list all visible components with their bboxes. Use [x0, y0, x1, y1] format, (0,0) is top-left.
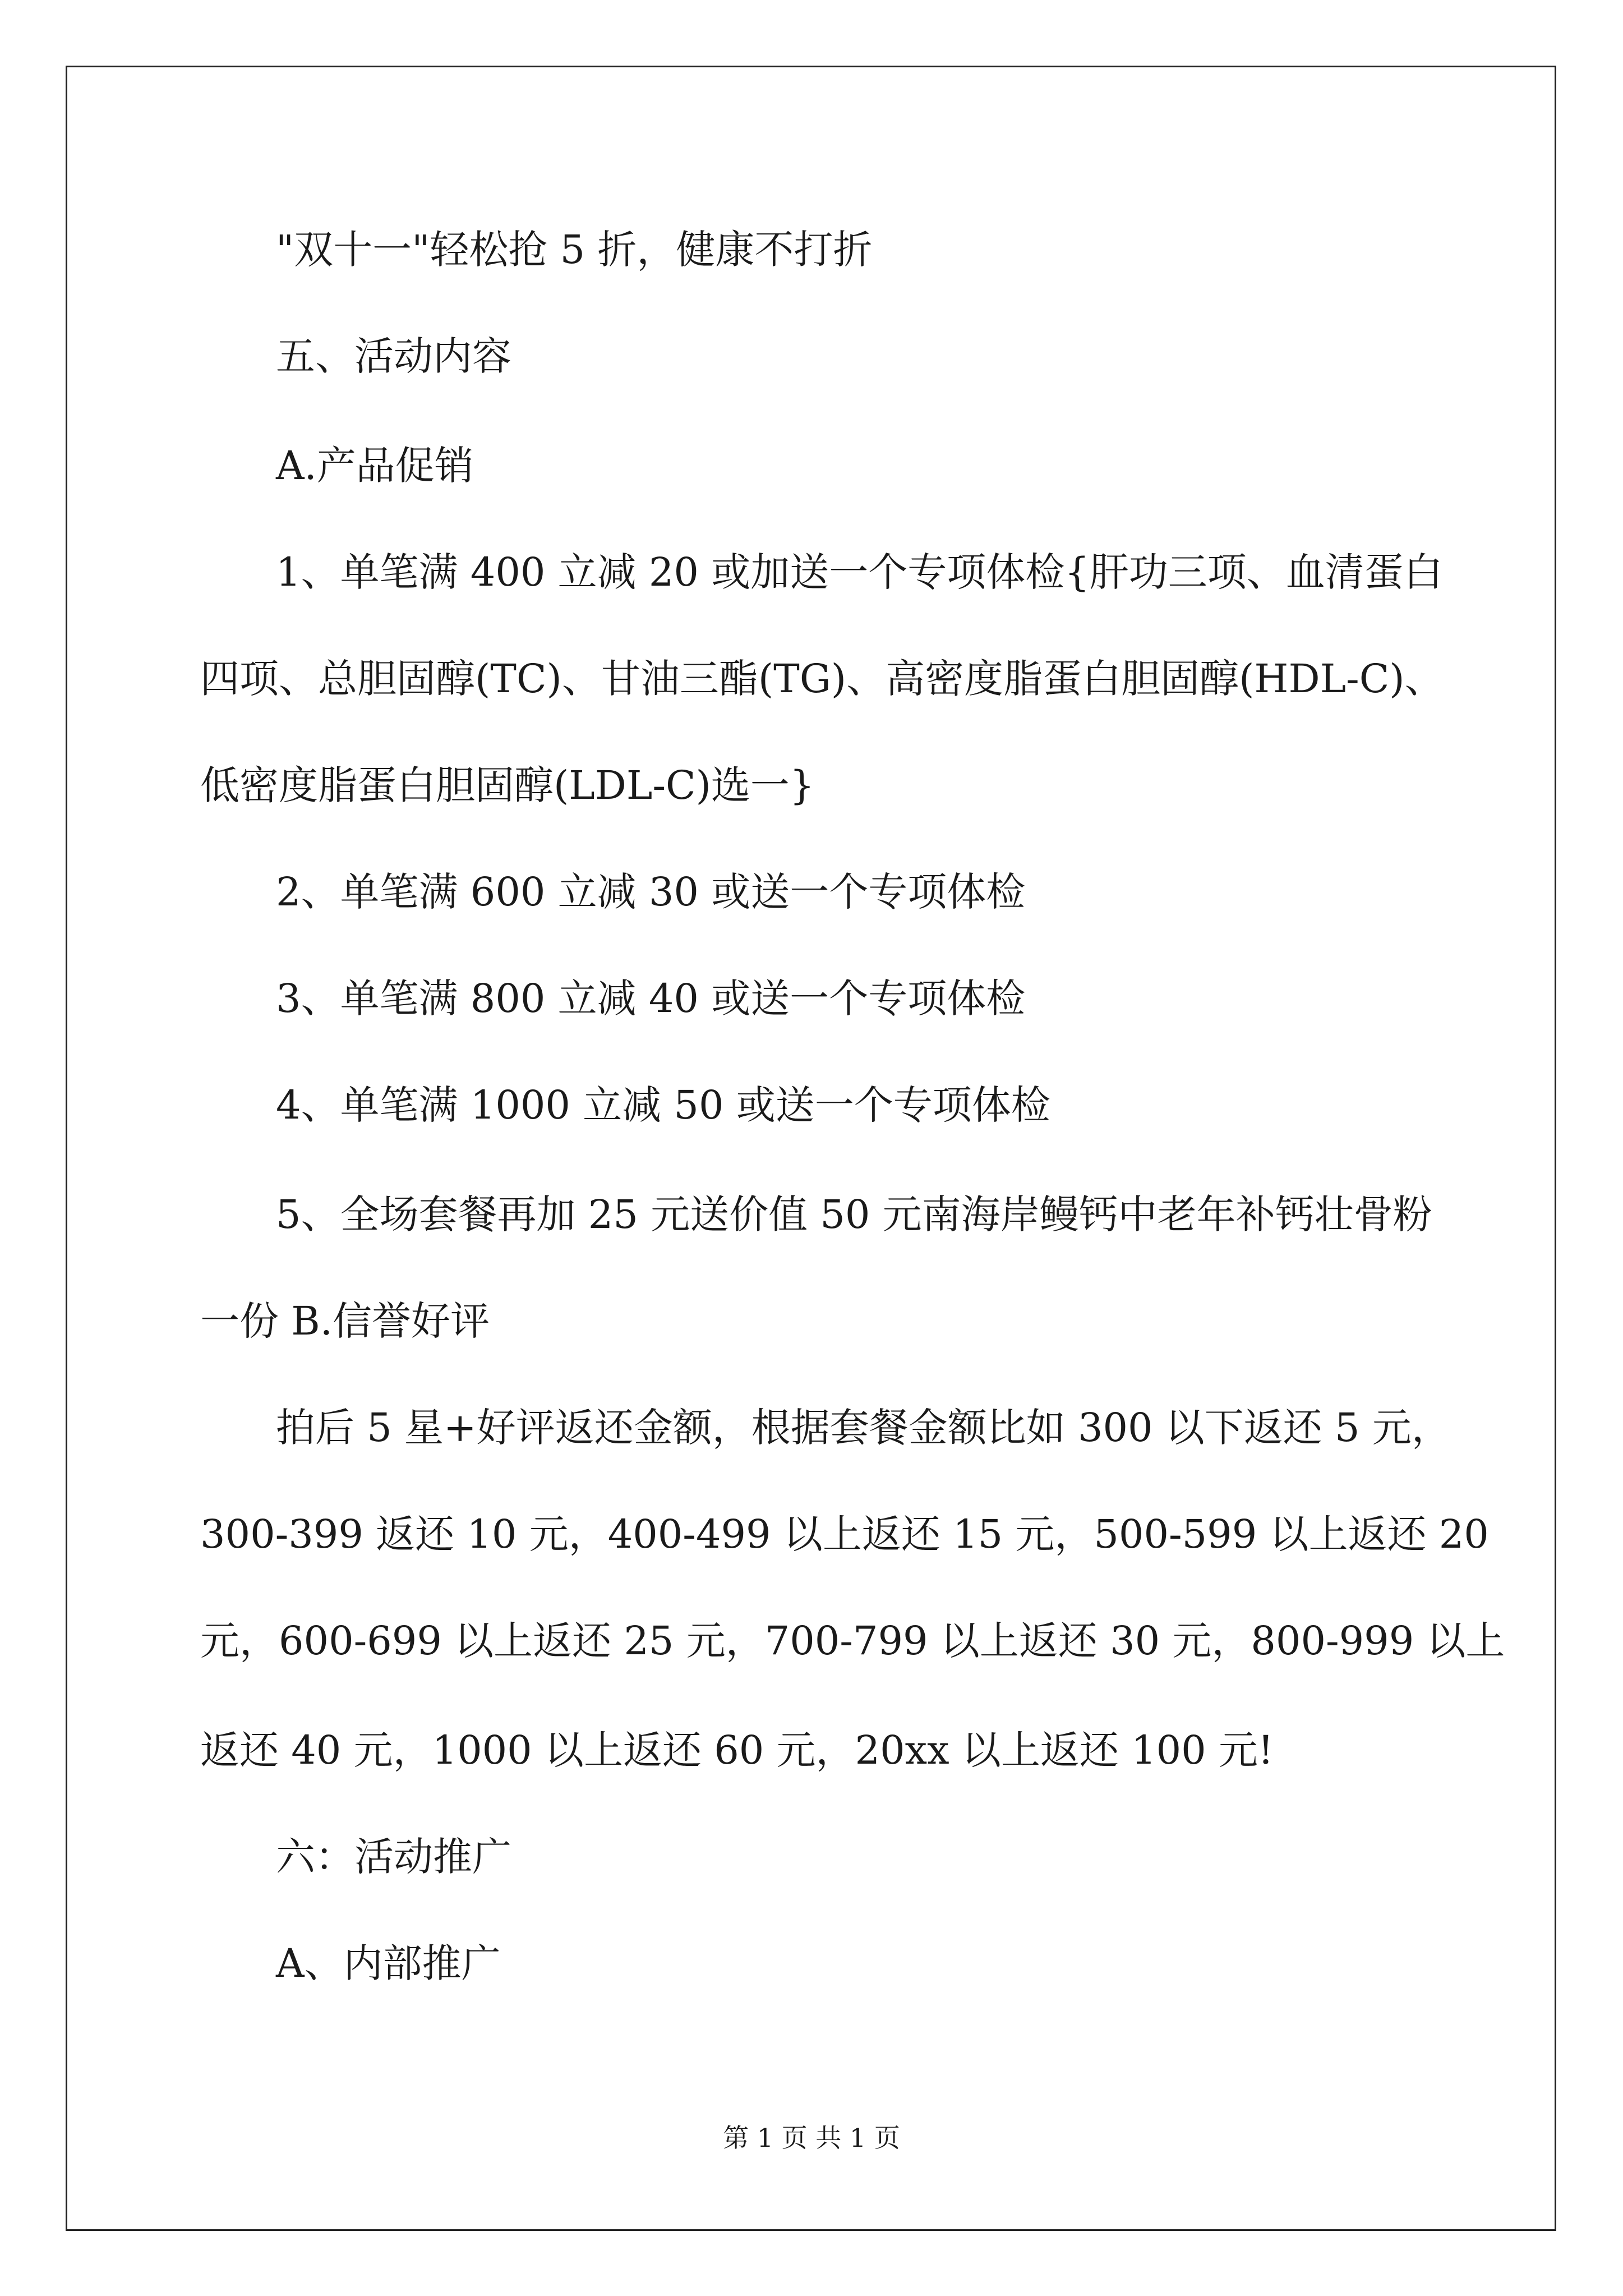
paragraph-line: 四项、总胆固醇(TC)、甘油三酯(TG)、高密度脂蛋白胆固醇(HDL-C)、: [200, 656, 1444, 702]
paragraph-line: 2、单笔满 600 立减 30 或送一个专项体检: [276, 869, 1026, 915]
paragraph-line: 300-399 返还 10 元，400-499 以上返还 15 元，500-599 以上返还 20: [200, 1511, 1489, 1557]
page-border: [66, 66, 1556, 2231]
paragraph-line: 拍后 5 星+好评返还金额，根据套餐金额比如 300 以下返还 5 元，: [276, 1405, 1451, 1451]
paragraph-line: 3、单笔满 800 立减 40 或送一个专项体检: [276, 976, 1026, 1022]
section-heading-5: 五、活动内容: [276, 333, 511, 379]
paragraph-line: 1、单笔满 400 立减 20 或加送一个专项体检{肝功三项、血清蛋白: [276, 549, 1443, 595]
slogan-line: "双十一"轻松抢 5 折，健康不打折: [276, 227, 873, 273]
paragraph-line: 元，600-699 以上返还 25 元，700-799 以上返还 30 元，800-999 以上: [200, 1618, 1505, 1664]
paragraph-line: 5、全场套餐再加 25 元送价值 50 元南海岸鳗钙中老年补钙壮骨粉: [276, 1191, 1432, 1237]
section-heading-6: 六：活动推广: [276, 1834, 511, 1880]
subheading-a: A.产品促销: [276, 443, 474, 489]
page-footer: 第 1 页 共 1 页: [723, 2123, 900, 2153]
subheading-a-internal: A、内部推广: [276, 1940, 501, 1986]
paragraph-line: 低密度脂蛋白胆固醇(LDL-C)选一}: [200, 762, 815, 808]
paragraph-line: 4、单笔满 1000 立减 50 或送一个专项体检: [276, 1082, 1050, 1128]
paragraph-line: 返还 40 元，1000 以上返还 60 元，20xx 以上返还 100 元!: [200, 1727, 1274, 1773]
paragraph-line: 一份 B.信誉好评: [200, 1298, 490, 1344]
